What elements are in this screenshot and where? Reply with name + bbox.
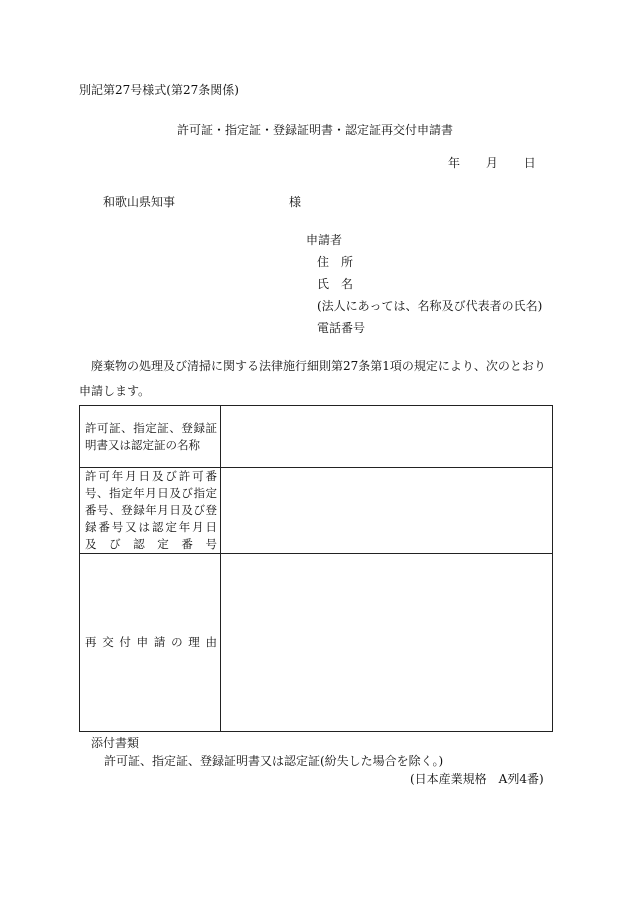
reissue-reason-field[interactable]	[221, 554, 553, 732]
applicant-name-note: (法人にあっては、名称及び代表者の氏名)	[317, 299, 543, 313]
table-row-dates-numbers	[80, 468, 553, 554]
addressee-name: 和歌山県知事	[103, 195, 176, 209]
form-reference: 別記第27号様式(第27条関係)	[79, 83, 239, 97]
label-line: 許可証、指定証、登録証	[85, 420, 217, 435]
certificate-name-label	[80, 406, 221, 468]
addressee-suffix: 様	[289, 195, 302, 209]
applicant-heading: 申請者	[306, 233, 343, 247]
applicant-phone-label: 電話番号	[317, 321, 366, 335]
application-table	[79, 405, 553, 732]
paper-standard: (日本産業規格 A列4番)	[410, 772, 544, 786]
table-row-certificate-name	[80, 406, 553, 468]
document-title: 許可証・指定証・登録証明書・認定証再交付申請書	[176, 123, 453, 137]
dates-numbers-label	[80, 468, 221, 554]
label-line: 番号、登録年月日及び登	[85, 503, 217, 517]
table-row-reason	[80, 554, 553, 732]
date-year-label: 年	[448, 156, 461, 170]
date-block	[448, 155, 536, 171]
label-line: 及び認定番号	[85, 537, 217, 551]
applicant-block	[306, 232, 542, 342]
attachments-heading: 添付書類	[91, 736, 140, 750]
label-line: 許可年月日及び許可番	[85, 469, 217, 483]
certificate-name-field[interactable]	[221, 406, 553, 468]
reissue-reason-label	[80, 554, 221, 732]
label-line: 録番号又は認定年月日	[85, 520, 217, 534]
label-line: 号、指定年月日及び指定	[85, 486, 217, 500]
attachments-body: 許可証、指定証、登録証明書又は認定証(紛失した場合を除く。)	[104, 754, 444, 768]
label-line: 再交付申請の理由	[85, 635, 217, 649]
applicant-address-label: 住 所	[317, 255, 354, 269]
dates-numbers-field[interactable]	[221, 468, 553, 554]
application-statement: 廃棄物の処理及び清掃に関する法律施行細則第27条第1項の規定により、次のとおり申請します。	[79, 359, 546, 398]
label-line: 明書又は認定証の名称	[85, 437, 200, 452]
date-month-label: 月	[485, 156, 498, 170]
applicant-name-label: 氏 名	[317, 277, 354, 291]
date-day-label: 日	[523, 156, 536, 170]
